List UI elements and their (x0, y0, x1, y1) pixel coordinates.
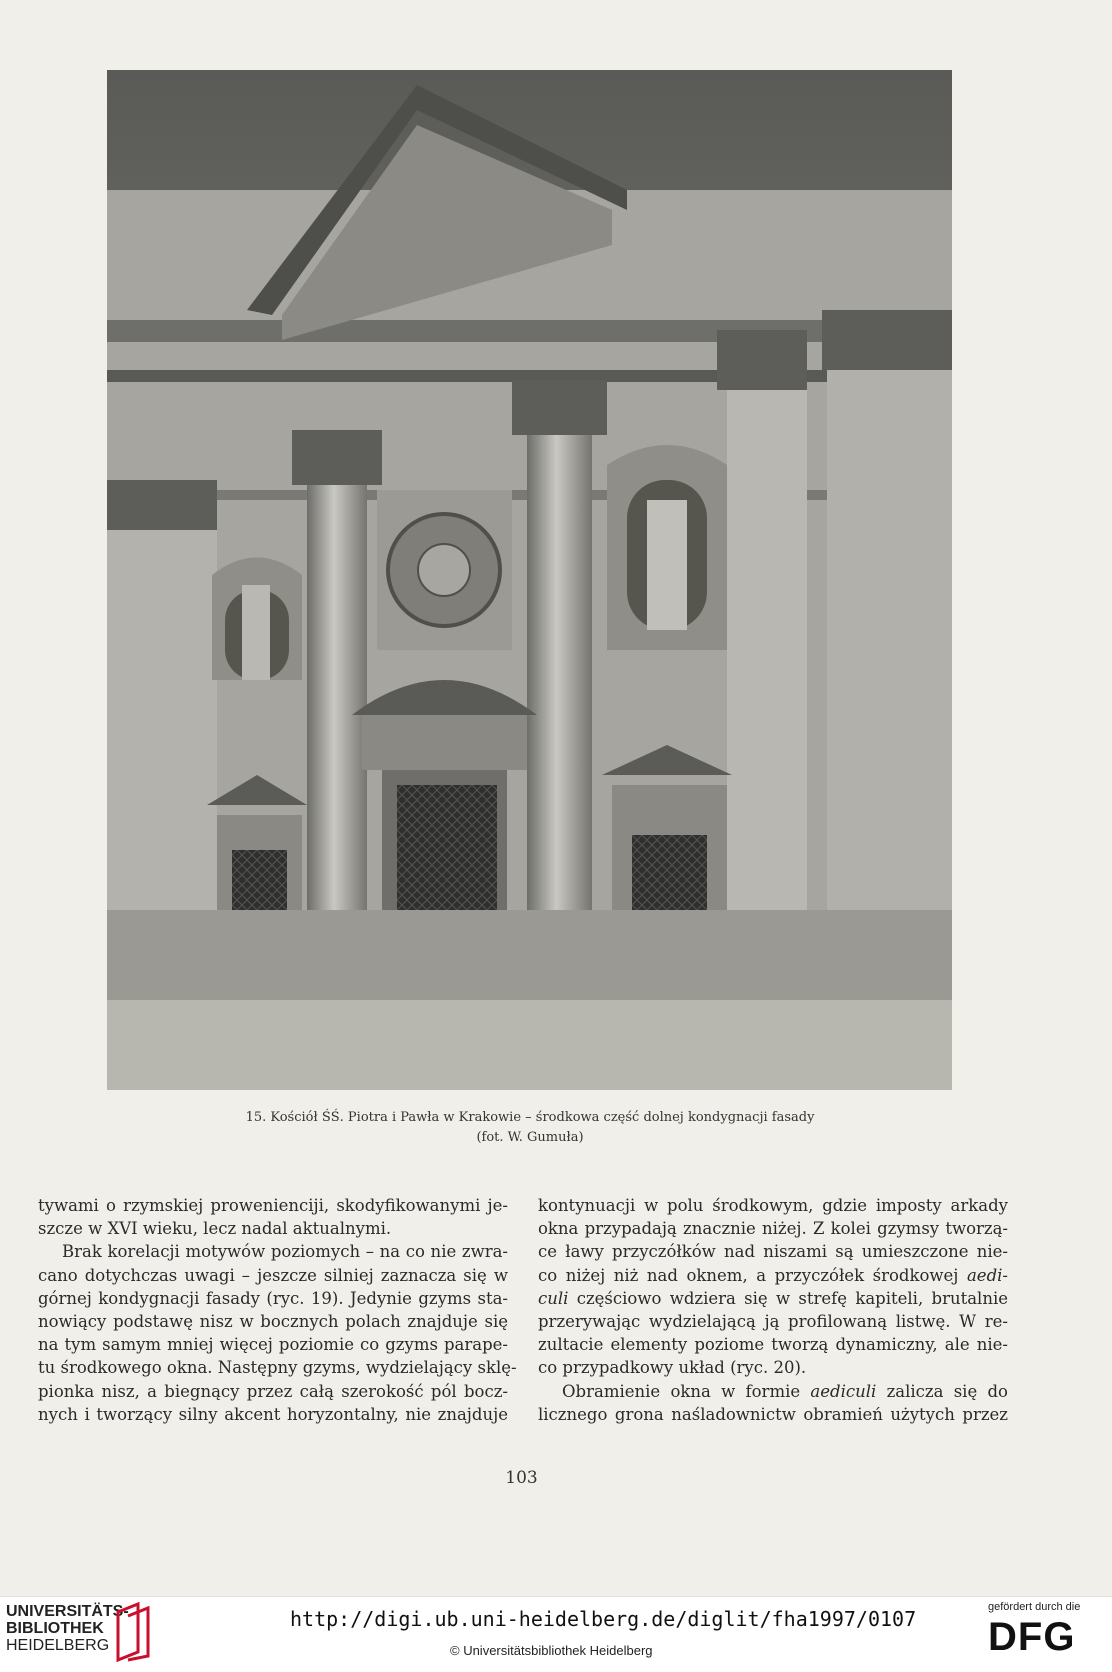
text-line: okna przypadają znacznie niżej. Z kolei gzymsy tworzą- (538, 1219, 1008, 1239)
text-line: szcze w XVI wieku, lecz nadal aktualnymi. (38, 1219, 392, 1239)
library-name-line-1: UNIVERSITÄTS- (6, 1603, 129, 1620)
dfg-logo: DFG (988, 1615, 1076, 1659)
text-line: nych i tworzący silny akcent horyzontalny, nie znajduje (38, 1404, 508, 1424)
text-line (538, 1287, 1008, 1310)
text-line (538, 1380, 1008, 1403)
italic-term: aedi- (966, 1265, 1008, 1285)
funding-label: gefördert durch die (988, 1601, 1081, 1613)
text-line: górnej kondygnacji fasady (ryc. 19). Jedynie gzyms sta- (38, 1288, 508, 1308)
page-number: 103 (505, 1468, 538, 1488)
digitization-footer (0, 1596, 1112, 1672)
caption-line-2: (fot. W. Gumuła) (476, 1130, 584, 1145)
text-line: co przypadkowy układ (ryc. 20). (538, 1358, 807, 1378)
library-logo-icon (114, 1602, 154, 1662)
text-line (538, 1264, 1008, 1287)
text-line: licznego grona naśladownictw obramień użytych przez (538, 1404, 1008, 1424)
facade-illustration (107, 70, 952, 1090)
copyright-notice: © Universitätsbibliothek Heidelberg (450, 1643, 653, 1658)
text-line: nowiący podstawę nisz w bocznych polach znajduje się (38, 1312, 508, 1332)
right-text-column (538, 1194, 1008, 1426)
text-line: pionka nisz, a biegnący przez całą szerokość pól bocz- (38, 1381, 508, 1401)
text-line: przerywając wydzielającą ją profilowaną listwę. W re- (538, 1312, 1008, 1332)
permalink-url[interactable]: http://digi.ub.uni-heidelberg.de/diglit/fha1997/0107 (290, 1607, 917, 1631)
text-line: Brak korelacji motywów poziomych – na co nie zwra- (62, 1242, 508, 1262)
text-fragment: zalicza się do (886, 1381, 1008, 1401)
caption-line-1: 15. Kościół ŚŚ. Piotra i Pawła w Krakowie – środkowa część dolnej kondygnacji fasady (245, 1110, 815, 1125)
italic-term: aediculi (810, 1381, 877, 1401)
text-line: kontynuacji w polu środkowym, gdzie imposty arkady (538, 1196, 1008, 1215)
text-line: zultacie elementy poziome tworzą dynamiczny, ale nie- (538, 1335, 1008, 1355)
figure-caption (110, 1108, 950, 1148)
library-name-line-3: HEIDELBERG (6, 1637, 110, 1654)
italic-term: culi (538, 1288, 569, 1308)
text-fragment: Obramienie okna w formie (562, 1381, 801, 1401)
text-line: ce ławy przyczółków nad niszami są umieszczone nie- (538, 1242, 1008, 1262)
text-line: tywami o rzymskiej prowenienciji, skodyfikowanymi je- (38, 1196, 508, 1215)
text-fragment: częściowo wdziera się w strefę kapiteli, brutalnie (576, 1288, 1008, 1308)
left-text-column (38, 1194, 517, 1426)
library-name (6, 1603, 129, 1654)
library-name-line-2: BIBLIOTHEK (6, 1620, 104, 1637)
text-line: na tym samym mniej więcej poziomie co gzyms parape- (38, 1335, 508, 1355)
church-facade-photo (107, 70, 952, 1090)
text-fragment: co niżej niż nad oknem, a przyczółek środkowej (538, 1265, 959, 1285)
text-line: cano dotychczas uwagi – jeszcze silniej zaznacza się w (38, 1265, 508, 1285)
text-line: tu środkowego okna. Następny gzyms, wydzielający sklę- (38, 1358, 517, 1378)
